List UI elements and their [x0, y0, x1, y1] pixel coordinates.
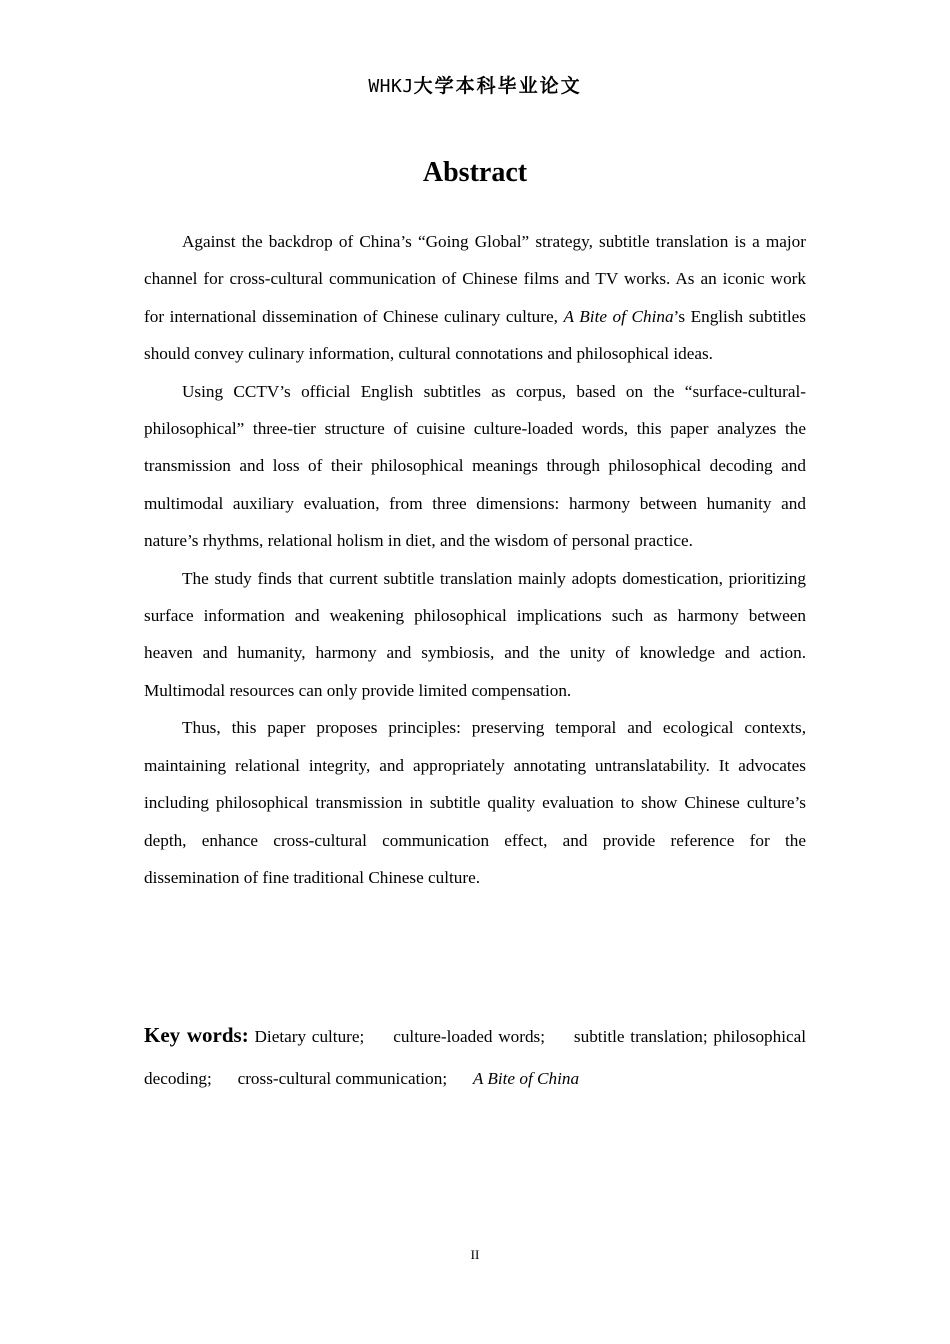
abstract-paragraph-2: Using CCTV’s official English subtitles as corpus, based on the “surface-cultural-philosophical” three-tier structure of cuisine culture-loaded words, this paper analyzes the transmission and loss of their philosophical meanings through philosophical decoding and multimodal auxiliary evaluation, from three dimensions: harmony between humanity and nature’s rhythms, relational holism in diet, and the wisdom of personal practice. — [144, 381, 806, 551]
keyword-4: philosophical decoding; — [144, 1027, 807, 1088]
keyword-1: Dietary culture; — [254, 1027, 365, 1046]
abstract-paragraph-3: The study finds that current subtitle translation mainly adopts domestication, prioritizing surface information and weakening philosophical implications such as harmony between heaven and humanity, harmony and symbiosis, and the unity of knowledge and action. Multimodal resources can only provide limited compensation. — [144, 568, 806, 700]
abstract-paragraph-4: Thus, this paper proposes principles: preserving temporal and ecological contexts, maintaining relational integrity, and appropriately annotating untranslatability. It advocates including philosophical transmission in subtitle quality evaluation to show Chinese culture’s depth, enhance cross-cultural communication effect, and provide reference for the dissemination of fine traditional Chinese culture. — [144, 718, 806, 887]
keyword-6: A Bite of China — [472, 1069, 580, 1088]
section-title: Abstract — [422, 157, 528, 188]
keyword-5: cross-cultural communication; — [237, 1069, 448, 1088]
paragraph-1-text-b: ’s English subtitles should convey culinary information, cultural connotations and philosophical ideas. — [144, 306, 806, 364]
abstract-paragraph-1 — [144, 223, 806, 373]
page-number: II — [470, 1247, 480, 1262]
paragraph-1-work-title: A Bite of China — [563, 306, 674, 326]
keyword-3: subtitle translation; — [573, 1027, 708, 1046]
abstract-body — [144, 223, 806, 896]
keywords-block — [144, 1014, 806, 1100]
header-thesis-type: 大学本科毕业论文 — [413, 75, 582, 97]
paragraph-1-text-a: Against the backdrop of China’s “Going Global” strategy, subtitle translation is a major channel for cross-cultural communication of Chinese films and TV works. As an iconic work for international dissemination of Chinese culinary culture, — [144, 232, 806, 326]
header-institution-code: WHKJ — [368, 76, 414, 97]
keyword-2: culture-loaded words; — [393, 1027, 546, 1046]
keywords-label: Key words: — [144, 1023, 249, 1047]
running-header — [0, 73, 950, 100]
